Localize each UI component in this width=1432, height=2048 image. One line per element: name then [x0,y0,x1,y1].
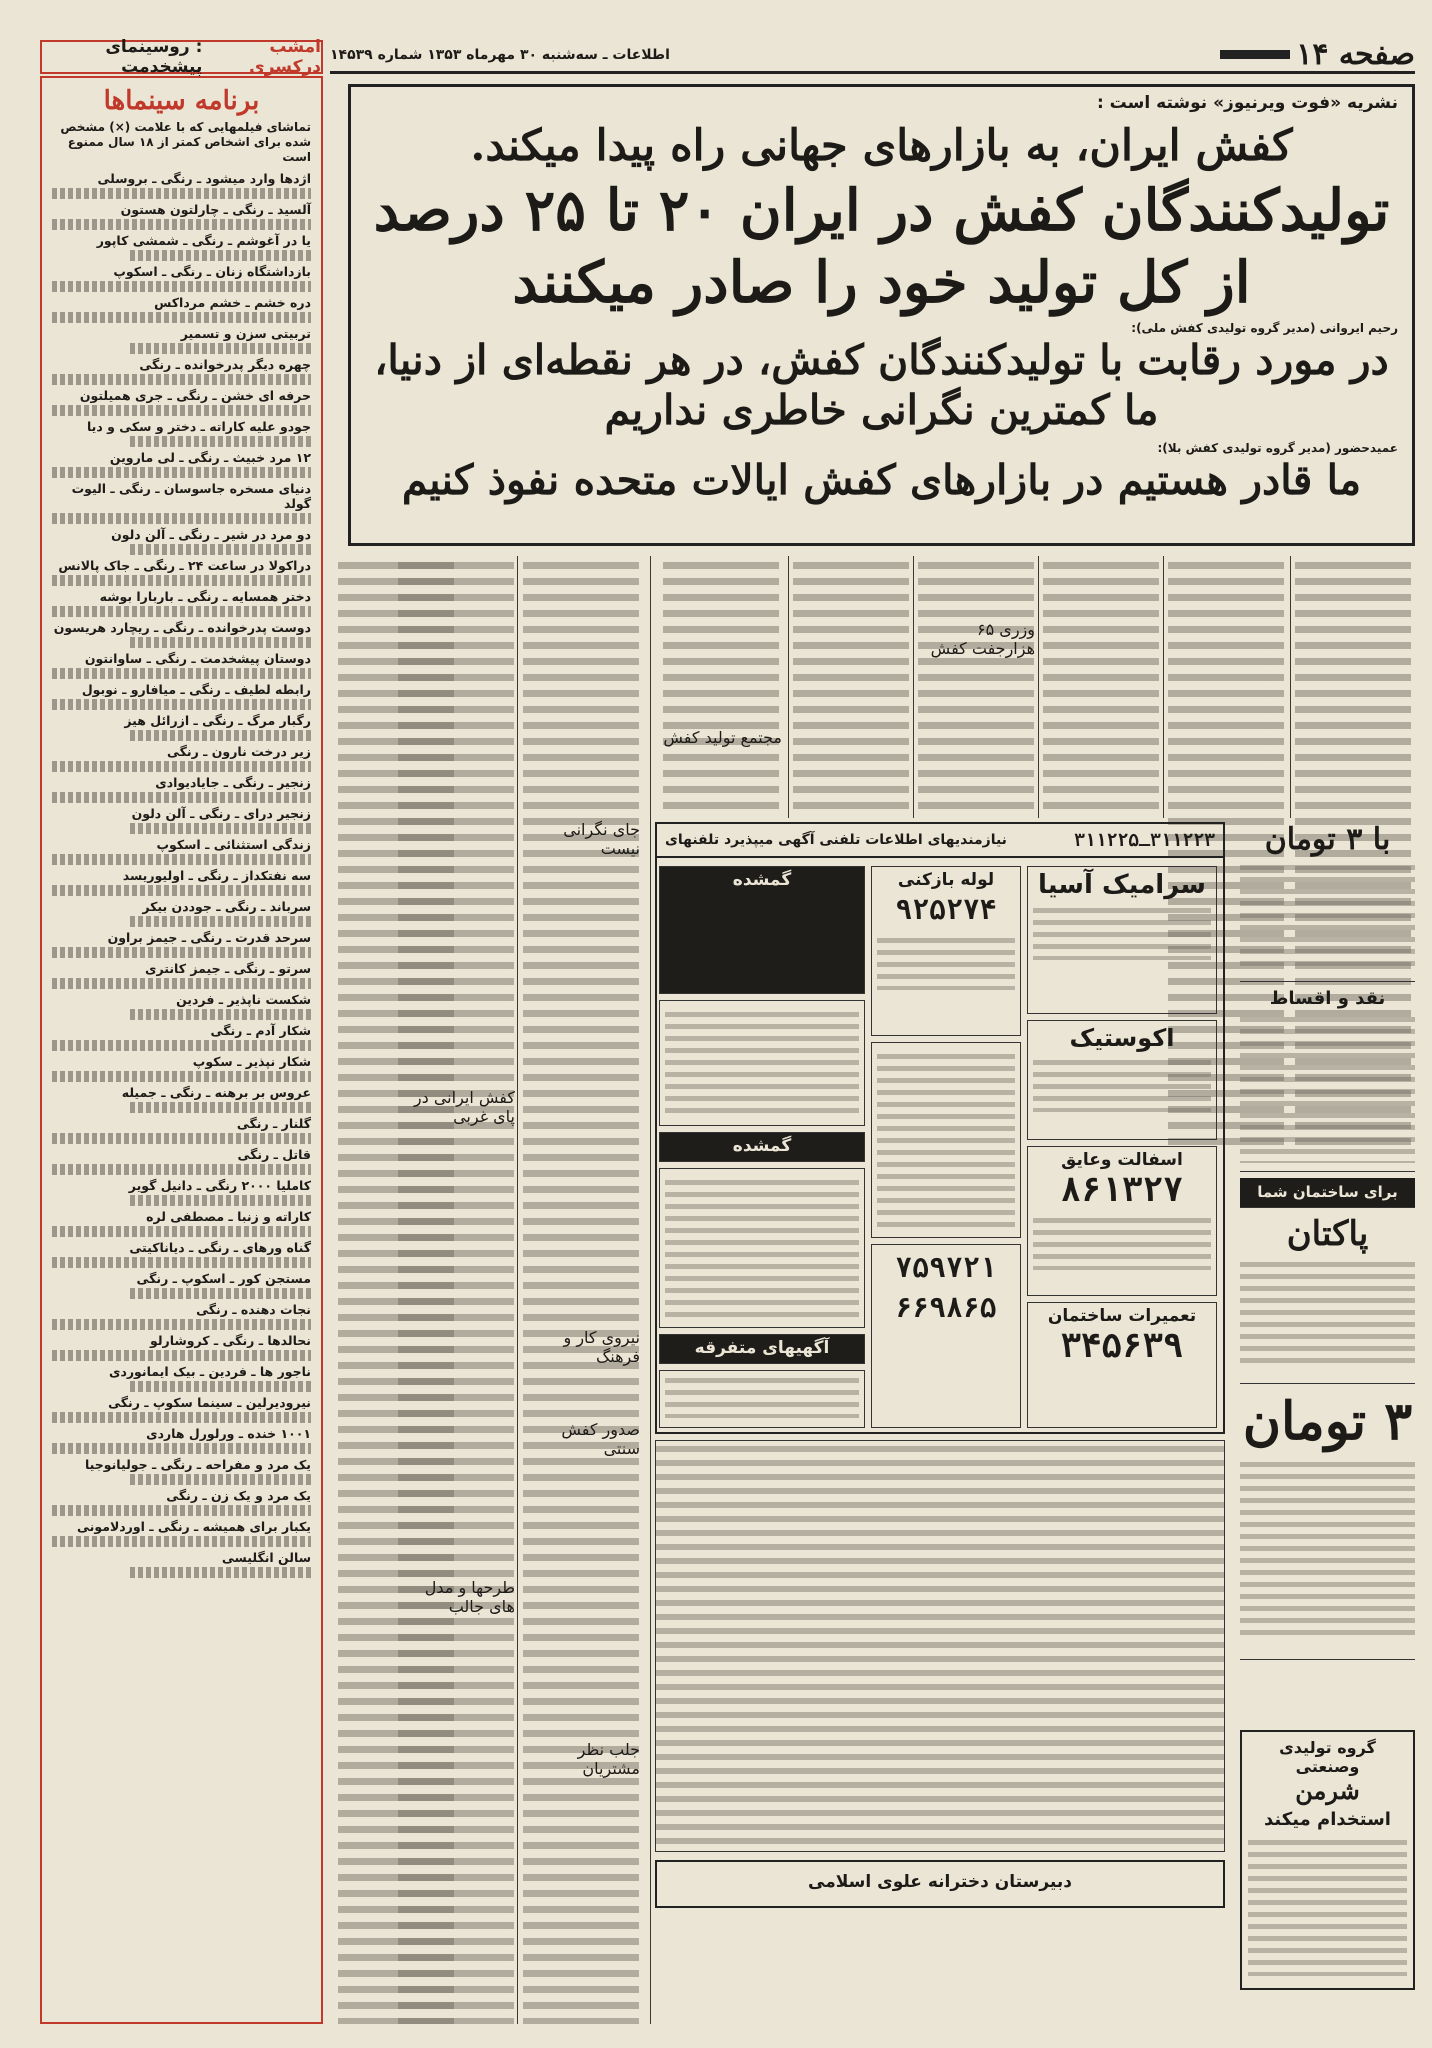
cinema-showtimes [52,1350,311,1361]
cinema-showtimes [52,513,311,524]
pipe-phone: ۹۲۵۲۷۴ [895,893,997,926]
page-number [1220,37,1415,72]
film-title: دختر همسایه ـ رنگی ـ باربارا بوشه [99,589,311,604]
film-title: رابطه لطیف ـ رنگی ـ میافارو ـ نوبول [81,682,311,697]
asphalt-phone: ۸۶۱۳۲۷ [1060,1170,1184,1210]
cinema-showtimes [130,1102,311,1113]
subhead-text: کفش ایرانی در پای غربی [413,1088,515,1126]
column-rule [517,556,518,2024]
film-title: سرباند ـ رنگی ـ جوددن بیکر [142,899,311,914]
cinema-showtimes [52,281,311,292]
shirmen-title: شرمن [1295,1776,1360,1805]
film-title: یا در آغوشم ـ رنگی ـ شمشی کاپور [96,233,311,248]
film-title: گناه ورهای ـ رنگی ـ دیاناکیتی [129,1240,311,1255]
article-text [1043,556,1159,818]
film-title: جودو علیه کاراته ـ دختر و سکی و دیا [86,419,311,434]
ads-phone-1: ۳۱۱۲۲۳ـ۳۱۱۲۲۵ [1074,829,1215,851]
film-title: گلنار ـ رنگی [236,1116,311,1131]
film-title: شکست ناپذیر ـ فردین [176,992,311,1007]
cinema-showtimes [130,1009,311,1020]
ad-text [665,1374,859,1418]
hire-title: استخدام میکند [1264,1809,1391,1830]
film-title: سرحد قدرت ـ رنگی ـ جیمز براون [107,930,311,945]
headline-lead: نشریه «فوت ویرنیوز» نوشته است : [1096,93,1398,113]
cinema-showtimes [130,1567,311,1578]
pipe2-phone: ۷۵۹۷۲۱ [895,1251,997,1284]
cinema-showtimes [52,1226,311,1237]
cinema-showtimes [52,1412,311,1423]
cinema-showtimes [52,1536,311,1547]
building-title: برای ساختمان شما [1257,1183,1398,1201]
price-1: با ۳ تومان [1264,822,1391,857]
film-title: دراکولا در ساعت ۲۴ ـ رنگی ـ جاک پالانس [58,558,311,573]
cinema-showtimes [52,1071,311,1082]
ads-lower-text [656,1441,1224,1851]
film-title: دنیای مسخره جاسوسان ـ رنگی ـ الیوت گولد [71,481,311,511]
asphalt-title: اسفالت وعایق [1061,1150,1183,1170]
cinema-showtimes [52,1505,311,1516]
cinema-showtimes [52,312,311,323]
subhead-text: جلب نظر مشتریان [577,1740,640,1778]
ad-text [665,1176,859,1320]
article-column [660,556,782,818]
subhead-3-label [520,820,640,858]
price-ad-1 [1240,822,1415,982]
cinema-showtimes [52,219,311,230]
acoustic-title: اکوستیک [1069,1024,1175,1052]
cinema-showtimes [130,1474,311,1485]
cinema-showtimes [52,1443,311,1454]
repair-ad [1027,1302,1217,1428]
film-title: قاتل ـ رنگی [237,1147,311,1162]
column-rule [788,556,789,818]
article-column [335,556,457,2024]
headline-line-2: تولیدکنندگان کفش در ایران ۲۰ تا ۲۵ درصد [373,177,1390,244]
film-title: کاراته و زنبا ـ مصطفی لره [146,1209,311,1224]
pipe-title: لوله بازکنی [897,870,995,890]
film-title: تربیتی سزن و تسمیر [180,326,311,341]
film-title: سرتو ـ رنگی ـ جیمز کانتری [145,961,311,976]
acoustic-ad [1027,1020,1217,1140]
lost-banner-title: گمشده [732,1136,792,1156]
film-title: اژدها وارد میشود ـ رنگی ـ بروسلی [97,171,311,186]
school-ad [655,1860,1225,1908]
film-title: زیر درخت نارون ـ رنگی [166,744,311,759]
cinema-showtimes [52,1164,311,1175]
cinema-showtimes [130,544,311,555]
cinema-showtimes [52,467,311,478]
cinema-showtimes [52,606,311,617]
film-title: بازداشتگاه زنان ـ رنگی ـ اسکوپ [113,264,311,279]
article-column [1040,556,1162,818]
film-title: نیرودیرلین ـ سینما سکوپ ـ رنگی [108,1395,311,1410]
film-title: حرفه ای خشن ـ رنگی ـ جری همیلتون [79,388,311,403]
cinema-showtimes [52,885,311,896]
pipe-ad-3 [871,1244,1021,1428]
cinema-showtimes [52,405,311,416]
asphalt-ad [1027,1146,1217,1296]
pipe-ad-2 [871,1042,1021,1238]
ad-text [1240,1013,1415,1163]
tonight-box [40,37,323,77]
tonight-label: امشب درکسری [249,37,321,77]
cinema-showtimes [130,343,311,354]
ceramic-title: سرامیک آسیا [1038,870,1206,900]
column-rule [1038,556,1039,818]
article-text [918,556,1034,818]
ads-header-label: نیازمندیهای اطلاعات تلفنی آگهی میپذیرد تلفنهای [665,832,1007,848]
subhead-text: وزری ۶۵ هزارجفت کفش [930,620,1035,658]
subhead-text: جای نگرانی نیست [563,820,640,858]
cinema-title: برنامه سینماها [103,86,260,116]
film-title: یک مرد و یک زن ـ رنگی [166,1488,311,1503]
subhead-text: صدور کفش سنتی [561,1420,640,1458]
subhead-text: نیروی کار و فرهنگ [563,1328,640,1366]
ad-text [1248,1836,1407,1976]
cinema-showtimes [52,374,311,385]
column-rule [650,556,651,2024]
film-title: کاملیا ۲۰۰۰ رنگی ـ دانیل گویر [128,1178,311,1193]
film-title: ناجور ها ـ فردین ـ بیک ایمانوردی [108,1364,311,1379]
film-title: نحالدها ـ رنگی ـ کروشارلو [150,1333,311,1348]
ad-text [877,1050,1015,1230]
cinema-showtimes [130,916,311,927]
film-title: چهره دیگر پدرخوانده ـ رنگی [139,357,311,372]
film-title: یک مرد و مفراحه ـ رنگی ـ جولیانوجیا [84,1457,311,1472]
subhead-text: طرحها و مدل های جالب [424,1578,515,1616]
film-title: رگبار مرگ ـ رنگی ـ ازرائل هیز [124,713,311,728]
ad-text [1240,1258,1415,1368]
article-column [790,556,912,818]
ads-lower [655,1440,1225,1852]
article-text [523,556,639,2024]
headline-line-4: در مورد رقابت با تولیدکنندگان کفش، در هر نقطه‌ای از دنیا، [374,336,1389,384]
subhead-7-label [395,1578,515,1616]
film-title: آلسید ـ رنگی ـ چارلتون هستون [120,202,311,217]
misc-banner [659,1334,865,1364]
classified-ads [655,822,1225,1434]
cinema-showtimes [52,1133,311,1144]
headline-line-6: ما قادر هستیم در بازارهای کفش ایالات متحده نفوذ کنیم [401,456,1362,504]
cinema-showtimes [130,730,311,741]
article-column [915,556,1037,818]
subhead-1: رحیم ایروانی (مدیر گروه تولیدی کفش ملی): [1131,321,1398,335]
film-title: شکار نپذیر ـ سکوپ [192,1054,311,1069]
cinema-showtimes [52,1040,311,1051]
film-title: ۱۰۰۱ خنده ـ ورلورل هاردی [146,1426,311,1441]
tonight-suffix: : روسینمای پیشخدمت [105,37,203,77]
group-title: گروه تولیدی وصنعتی [1279,1738,1376,1776]
film-title: دو مرد در شیر ـ رنگی ـ آلن دلون [111,527,311,542]
page-label: صفحه ۱۴ [1296,37,1415,72]
headline-line-5: ما کمترین نگرانی خاطری نداریم [604,386,1159,434]
film-title: دوستان پیشخدمت ـ رنگی ـ ساوانتون [84,651,311,666]
ad-text [1033,1214,1211,1270]
article-text [663,556,779,818]
cash-title: نقد و اقساط [1269,988,1386,1009]
column-rule [913,556,914,818]
price-2: ۳ تومان [1242,1391,1413,1452]
cinema-showtimes [130,1381,311,1392]
subhead-2-label [660,728,782,747]
film-title: شکار آدم ـ رنگی [210,1023,311,1038]
pakton-title: پاکتان [1286,1214,1369,1254]
cinema-showtimes [130,250,311,261]
film-title: ۱۲ مرد خبیث ـ رنگی ـ لی ماروین [109,450,311,465]
ceramic-ad [1027,866,1217,1014]
masthead-bar [1220,50,1290,59]
pipe-ad [871,866,1021,1036]
film-title: نجات دهنده ـ رنگی [196,1302,311,1317]
cinema-showtimes [52,188,311,199]
cinema-column [40,76,323,2024]
repair-phone: ۳۴۵۶۳۹ [1060,1326,1184,1366]
subhead-1-label [915,620,1035,658]
column-rule [1163,556,1164,818]
article-column [520,556,642,2024]
lost-banner [659,1132,865,1162]
cinema-showtimes [52,575,311,586]
cinema-showtimes [130,637,311,648]
cash-ad [1240,982,1415,1172]
film-title: دوست پدرخوانده ـ رنگی ـ ریچارد هریسون [53,620,311,635]
cinema-showtimes [52,792,311,803]
cinema-showtimes [130,823,311,834]
cinema-showtimes [52,947,311,958]
shoe-logo-ad [659,866,865,994]
repair-title: تعمیرات ساختمان [1047,1306,1197,1326]
lost-title: گمشده [732,870,792,890]
cinema-showtimes [52,1257,311,1268]
subhead-5-label [520,1328,640,1366]
cinema-showtimes [130,436,311,447]
lost-ad [659,1000,865,1126]
film-title: زنجیر ـ رنگی ـ جایادیوادی [155,775,311,790]
film-title: دره خشم ـ خشم مرداکس [154,295,311,310]
film-title: زنجیر درای ـ رنگی ـ آلن دلون [131,806,311,821]
cinema-showtimes [130,1288,311,1299]
pipe3-phone: ۶۶۹۸۶۵ [895,1291,997,1324]
issue-info: اطلاعات ـ سه‌شنبه ۳۰ مهرماه ۱۳۵۳ شماره ۱۴۵۳۹ [330,46,670,63]
subhead-4-label [395,1088,515,1126]
ads-header [657,824,1223,858]
price-ad-2 [1240,1390,1415,1660]
film-title: سه نفتکداز ـ رنگی ـ اولیوریسد [122,868,311,883]
cinema-showtimes [52,668,311,679]
notice-ad [659,1168,865,1328]
cinema-showtimes [52,761,311,772]
cinema-showtimes [52,854,311,865]
subhead-8-label [520,1740,640,1778]
film-title: سالن انگلیسی [221,1550,311,1565]
pakton-ad [1240,1214,1415,1384]
school-title: دبیرستان دخترانه علوی اسلامی [808,1872,1072,1892]
ad-text [1240,861,1415,971]
ad-text [877,934,1015,990]
subhead-2: عمیدحضور (مدیر گروه تولیدی کفش بلا): [1157,441,1398,455]
headline-line-3: از کل تولید خود را صادر میکنند [512,249,1251,316]
misc-title: آگهیهای متفرقه [694,1338,830,1358]
cinema-showtimes [52,978,311,989]
headline-line-1: کفش ایران، به بازارهای جهانی راه پیدا میکند. [470,121,1293,171]
ad-text [1033,904,1211,960]
subhead-6-label [520,1420,640,1458]
article-text [793,556,909,818]
ad-text [1240,1458,1415,1638]
cinema-showtimes [52,1319,311,1330]
right-ads [1240,822,1415,1822]
masthead [330,38,1415,74]
misc-ad [659,1370,865,1428]
film-title: زندگی استثنائی ـ اسکوپ [156,837,311,852]
ad-text [665,1008,859,1118]
article-text [338,556,454,2024]
cinema-showtimes [130,1195,311,1206]
film-title: مستجن کور ـ اسکوپ ـ رنگی [136,1271,311,1286]
film-title: عروس بر برهنه ـ رنگی ـ جمیله [121,1085,311,1100]
film-title: یکبار برای همیشه ـ رنگی ـ اوردلامونی [77,1519,311,1534]
cinema-showtimes [52,699,311,710]
shirmen-ad [1240,1730,1415,1990]
subhead-text: مجتمع تولید کفش [663,728,782,747]
film-list [52,171,311,1578]
building-banner [1240,1178,1415,1208]
column-rule [1290,556,1291,818]
cinema-intro: تماشای فیلمهایی که با علامت (×) مشخص شده برای اشخاص کمتر از ۱۸ سال ممنوع است [60,120,311,164]
headline-box [348,84,1415,546]
ad-text [1033,1056,1211,1112]
